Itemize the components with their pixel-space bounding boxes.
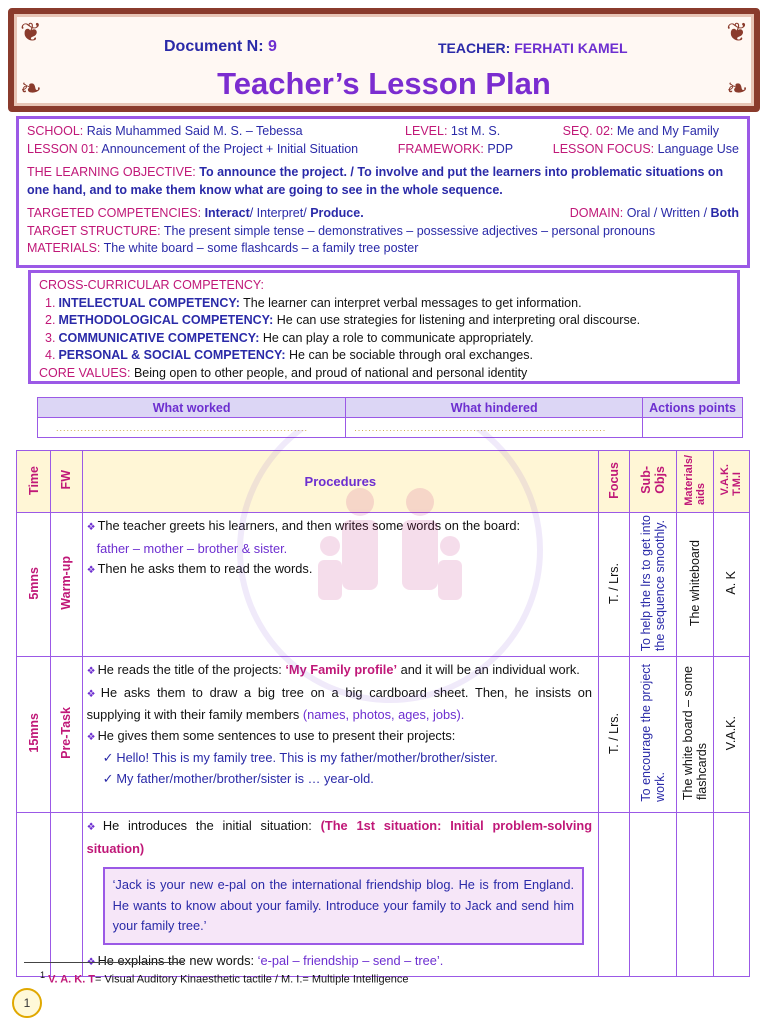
subobj-value: work. <box>653 771 668 802</box>
vak-header: T.M.I <box>731 471 744 496</box>
reflection-cell[interactable]: ........................................................................ <box>38 418 346 438</box>
subobj-value: To encourage the project <box>639 664 654 802</box>
teacher-label: TEACHER: <box>438 40 511 56</box>
fw-value: Pre-Task <box>59 707 74 759</box>
time-value: 15mns <box>26 713 41 753</box>
domain-value: Oral / Written / <box>626 206 708 220</box>
procedure-line: He explains the new words: <box>97 952 255 968</box>
framework-value: PDP <box>487 141 514 156</box>
objective-label: THE LEARNING OBJECTIVE: <box>27 165 196 179</box>
procedure-line: Then he asks them to read the words. <box>97 561 313 576</box>
footnote-divider <box>24 962 184 963</box>
focus-header: Focus <box>607 461 622 499</box>
header-banner <box>8 8 760 112</box>
competency-item <box>39 330 729 348</box>
focus-cell <box>599 657 630 813</box>
vak-cell <box>713 513 749 657</box>
seq-label: SEQ. 02: <box>562 124 614 138</box>
focus-value: T. / Lrs. <box>607 562 622 604</box>
ornament-icon: ❧ <box>20 74 42 104</box>
teacher-line <box>438 40 628 56</box>
page-title: Teacher’s Lesson Plan <box>217 66 551 101</box>
document-number <box>164 38 277 56</box>
bullet-icon: ❖ <box>86 522 96 533</box>
focus-value: Language Use <box>657 141 739 156</box>
vak-value: A. K <box>724 571 739 595</box>
time-header: Time <box>26 465 41 495</box>
col-procedures: Procedures <box>82 451 598 513</box>
footnote <box>40 970 409 986</box>
col-vak <box>713 451 749 513</box>
time-cell <box>17 657 51 813</box>
subobj-cell <box>630 657 677 813</box>
core-values-text: Being open to other people, and proud of national and personal identity <box>133 365 528 380</box>
time-cell <box>17 813 51 977</box>
competency-number: 1. <box>45 295 56 310</box>
reflection-cell[interactable] <box>643 418 743 438</box>
procedure-sentence: Hello! This is my family tree. This is my father/mother/brother/sister. <box>116 750 498 765</box>
situation-number: (The 1st situation: <box>320 818 442 833</box>
competency-title: PERSONAL & SOCIAL COMPETENCY: <box>58 348 286 362</box>
competency-interact: Interact <box>204 206 250 220</box>
cross-curricular-box <box>28 270 740 384</box>
col-focus <box>599 451 630 513</box>
col-time <box>17 451 51 513</box>
school-value: Rais Muhammed Said M. S. – Tebessa <box>86 124 303 138</box>
target-structure <box>27 223 739 241</box>
competency-number: 2. <box>45 313 56 327</box>
procedure-line: and it will be an individual work. <box>400 662 580 677</box>
competency-produce: Produce. <box>310 206 364 220</box>
reflection-header: What hindered <box>346 398 643 418</box>
ornament-icon: ❦ <box>726 18 748 48</box>
reflection-header: Actions points <box>643 398 743 418</box>
lesson-field <box>27 141 358 159</box>
reflection-table <box>37 397 743 438</box>
procedure-line: He asks them to draw a big tree on a big cardboard sheet. Then, he insists on supplying it with their family members <box>86 684 593 722</box>
fw-cell <box>51 813 82 977</box>
focus-cell <box>599 513 630 657</box>
bullet-icon: ❖ <box>86 956 96 968</box>
materials-label: MATERIALS: <box>27 241 101 255</box>
framework-field <box>398 141 513 159</box>
subobjs-header: Objs <box>653 466 668 494</box>
competency-interpret: / Interpret/ <box>249 206 307 220</box>
lesson-label: LESSON 01: <box>27 141 99 156</box>
document-label: Document N: <box>164 38 264 55</box>
lesson-value: Announcement of the Project + Initial Situation <box>101 141 359 156</box>
domain-both: Both <box>710 206 739 220</box>
procedure-words: father – mother – brother & sister. <box>96 540 288 556</box>
procedure-words: ‘e-pal – friendship – send – tree’. <box>257 952 444 968</box>
col-materials <box>677 451 713 513</box>
competency-text: He can play a role to communicate appropriately. <box>262 330 534 345</box>
subobj-value: To help the lrs to get into <box>639 514 654 652</box>
reflection-header: What worked <box>38 398 346 418</box>
procedure-words: (names, photos, ages, jobs). <box>302 707 465 722</box>
school-label: SCHOOL: <box>27 124 84 138</box>
objective-value: To announce the project. / To involve and put the learners into problematic situations on one hand, and to make them know what are going to see in the whole sequence. <box>27 165 724 197</box>
focus-value: T. / Lrs. <box>607 712 622 754</box>
competency-item <box>39 347 729 365</box>
bullet-icon: ❖ <box>86 565 96 576</box>
subobjs-header: Sub- <box>639 466 654 494</box>
bullet-icon: ❖ <box>86 688 99 700</box>
subobj-value: the sequence smoothly. <box>653 519 668 652</box>
subobj-cell <box>630 813 677 977</box>
reflection-cell[interactable]: ........................................................................ <box>346 418 643 438</box>
teacher-name: FERHATI KAMEL <box>514 40 628 56</box>
focus-field <box>553 141 739 159</box>
procedure-line: He reads the title of the projects: <box>97 662 282 677</box>
competency-number: 3. <box>45 330 56 345</box>
ornament-icon: ❦ <box>20 18 42 48</box>
materials-header: Materials/ <box>682 454 695 506</box>
table-row <box>17 657 750 813</box>
bullet-icon: ❖ <box>86 731 96 743</box>
lesson-info-box <box>16 116 750 268</box>
learning-objective <box>27 164 739 199</box>
procedure-sentence: My father/mother/brother/sister is … year-old. <box>116 770 374 786</box>
materials-value: The whiteboard <box>687 539 702 627</box>
materials-value: The white board – some <box>680 665 695 801</box>
procedure-cell <box>82 657 598 813</box>
info-row-competencies <box>27 205 739 223</box>
procedure-line: The teacher greets his learners, and then writes some words on the board: <box>97 518 521 533</box>
materials <box>27 240 739 258</box>
fw-header: FW <box>59 470 74 490</box>
structure-value: The present simple tense – demonstratives – possessive adjectives – personal pronouns <box>163 223 656 238</box>
competencies-label: TARGETED COMPETENCIES: <box>27 206 202 220</box>
materials-header: aids <box>694 483 707 506</box>
competency-item <box>39 295 729 313</box>
ornament-icon: ❧ <box>726 74 748 104</box>
seq-field <box>563 123 719 141</box>
competency-number: 4. <box>45 348 56 362</box>
fw-cell <box>51 513 82 657</box>
domain-label: DOMAIN: <box>569 206 624 220</box>
vak-cell <box>713 657 749 813</box>
level-label: LEVEL: <box>405 124 448 138</box>
level-field <box>405 123 500 141</box>
structure-label: TARGET STRUCTURE: <box>27 223 161 238</box>
seq-value: Me and My Family <box>616 124 719 138</box>
focus-label: LESSON FOCUS: <box>552 141 655 156</box>
core-values <box>39 365 729 383</box>
domain-field <box>570 205 739 223</box>
competency-text: The learner can interpret verbal messages to get information. <box>243 295 582 310</box>
procedures-table <box>16 450 750 977</box>
materials-value: flashcards <box>694 743 709 801</box>
fw-value: Warm-up <box>59 556 74 610</box>
page-number: 1 <box>12 988 42 1018</box>
materials-cell <box>677 513 713 657</box>
info-row-school <box>27 123 739 141</box>
vak-cell <box>713 813 749 977</box>
check-icon: ✓ <box>102 750 114 765</box>
procedure-cell <box>82 513 598 657</box>
materials-value: The white board – some flashcards – a family tree poster <box>103 241 419 255</box>
focus-cell <box>599 813 630 977</box>
competency-item <box>39 312 729 330</box>
competency-text: He can use strategies for listening and interpreting oral discourse. <box>276 313 641 327</box>
competencies-field <box>27 205 364 223</box>
footnote-mark: 1 <box>40 970 46 980</box>
materials-cell <box>677 657 713 813</box>
col-fw <box>51 451 82 513</box>
framework-label: FRAMEWORK: <box>397 141 484 156</box>
situation-type: Initial problem-solving situation) <box>86 818 593 856</box>
initial-situation-box: ‘Jack is your new e-pal on the international friendship blog. He is from England. He wants to know about your family. Introduce your family to Jack and send him your family tree.’ <box>103 867 584 945</box>
competency-title: METHODOLOGICAL COMPETENCY: <box>58 313 274 327</box>
fw-cell <box>51 657 82 813</box>
school-field <box>27 123 303 141</box>
time-cell <box>17 513 51 657</box>
document-number-value: 9 <box>268 38 277 55</box>
bullet-icon: ❖ <box>86 822 101 833</box>
info-row-lesson <box>27 141 739 159</box>
cross-curricular-heading: CROSS-CURRICULAR COMPETENCY: <box>39 278 265 292</box>
competency-title: INTELECTUAL COMPETENCY: <box>58 295 240 310</box>
subobj-cell <box>630 513 677 657</box>
footnote-text: = Visual Auditory Kinaesthetic tactile / M. I.= Multiple Intelligence <box>95 973 409 986</box>
time-value: 5mns <box>26 566 41 600</box>
table-row <box>17 513 750 657</box>
col-subobjs <box>630 451 677 513</box>
procedure-line: He introduces the initial situation: <box>102 818 312 833</box>
project-title: ‘My Family profile’ <box>285 662 398 677</box>
bullet-icon: ❖ <box>86 666 96 677</box>
materials-cell <box>677 813 713 977</box>
procedure-line: He gives them some sentences to use to present their projects: <box>97 727 456 743</box>
check-icon: ✓ <box>102 770 114 786</box>
level-value: 1st M. S. <box>450 124 501 138</box>
competency-text: He can be sociable through oral exchanges. <box>289 348 533 362</box>
footnote-abbr: V. A. K. T <box>48 973 96 986</box>
vak-value: V.A.K. <box>724 715 739 751</box>
table-row <box>17 813 750 977</box>
vak-header: V.A.K. <box>719 464 732 496</box>
procedure-cell <box>82 813 598 977</box>
core-values-label: CORE VALUES: <box>39 365 131 380</box>
competency-title: COMMUNICATIVE COMPETENCY: <box>58 330 260 345</box>
